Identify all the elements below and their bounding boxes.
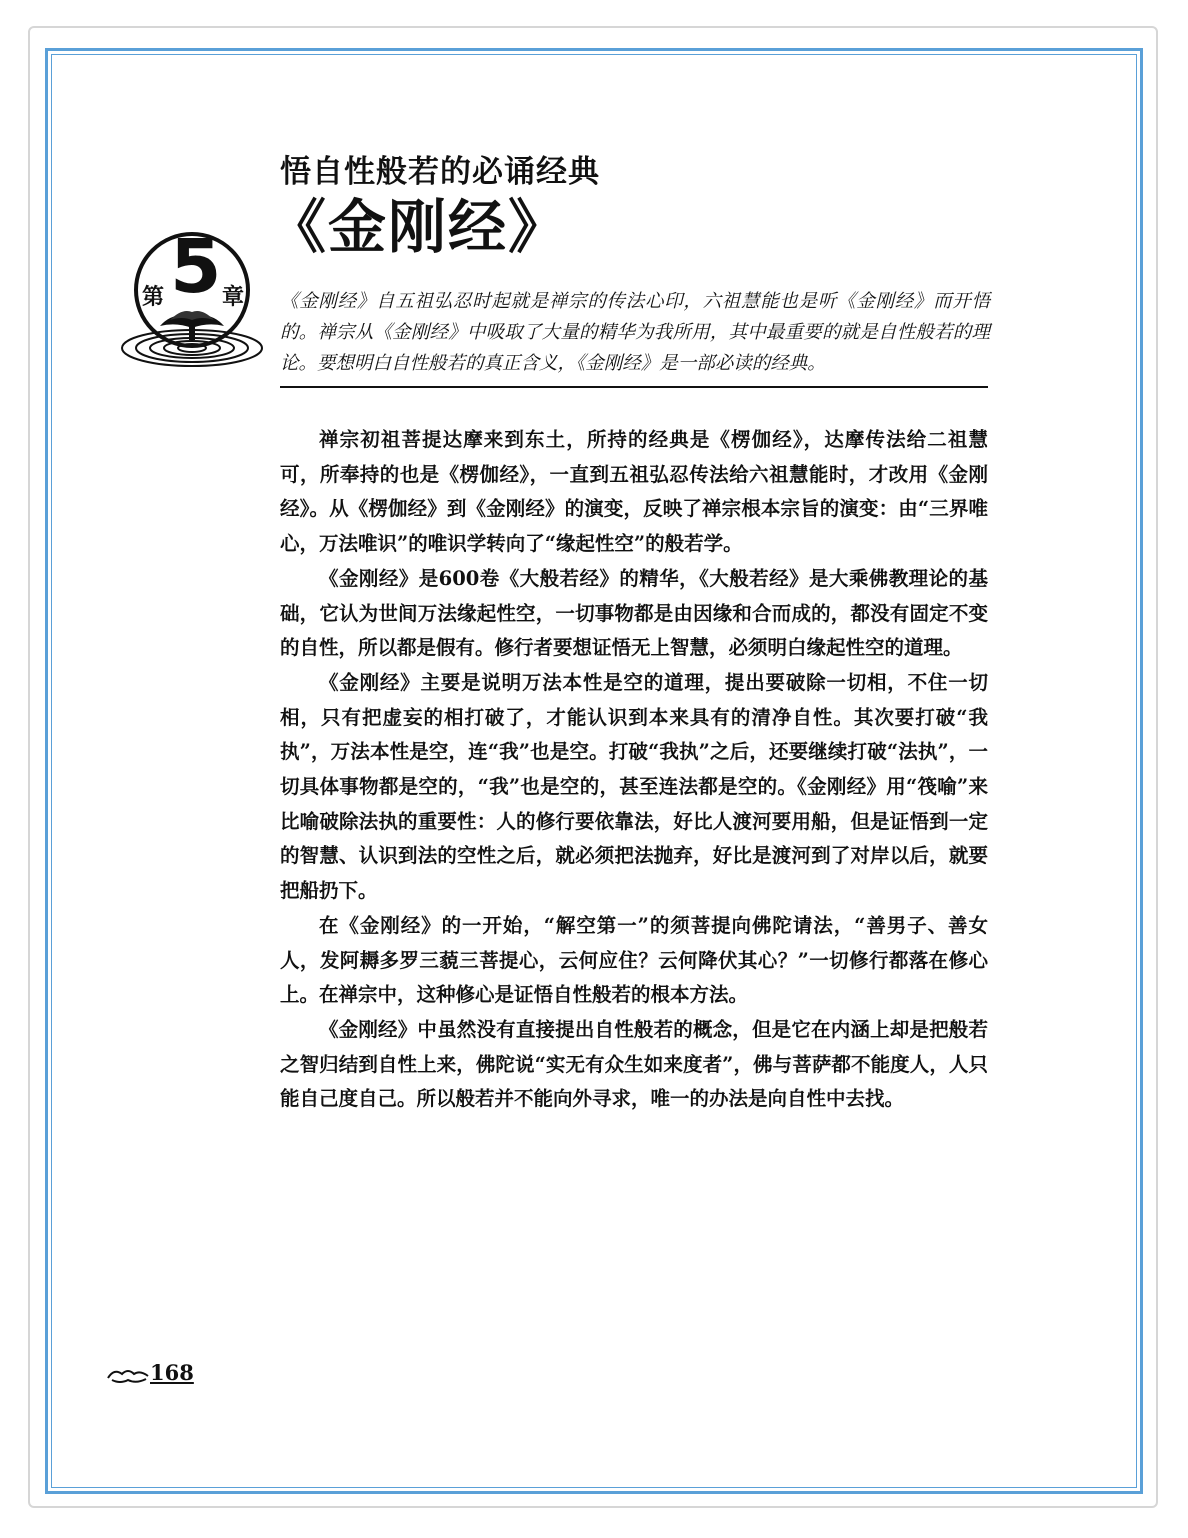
chapter-badge bbox=[112, 224, 272, 388]
paragraph: 在《金刚经》的一开始，“解空第一”的须菩提向佛陀请法，“善男子、善女人，发阿耨多罗三藐三菩提心，云何应住？云何降伏其心？”一切修行都落在修心上。在禅宗中，这种修心是证悟自性般若的根本方法。 bbox=[280, 913, 988, 1007]
paragraph: 《金刚经》是600卷《大般若经》的精华，《大般若经》是大乘佛教理论的基础，它认为世间万法缘起性空，一切事物都是由因缘和合而成的，都没有固定不变的自性，所以都是假有。修行者要想证悟无上智慧，必须明白缘起性空的道理。 bbox=[280, 566, 988, 660]
chapter-number: 5 bbox=[170, 224, 222, 310]
chapter-intro: 《金刚经》自五祖弘忍时起就是禅宗的传法心印，六祖慧能也是听《金刚经》而开悟的。禅宗从《金刚经》中吸取了大量的精华为我所用，其中最重要的就是自性般若的理论。要想明白自性般若的真正含义，《金刚经》是一部必读的经典。 bbox=[280, 291, 990, 374]
chapter-suffix: 章 bbox=[222, 285, 245, 310]
body-text bbox=[280, 423, 988, 1117]
paragraph: 禅宗初祖菩提达摩来到东土，所持的经典是《楞伽经》，达摩传法给二祖慧可，所奉持的也是《楞伽经》，一直到五祖弘忍传法给六祖慧能时，才改用《金刚经》。从《楞伽经》到《金刚经》的演变，反映了禅宗根本宗旨的演变：由“三界唯心，万法唯识”的唯识学转向了“缘起性空”的般若学。 bbox=[280, 428, 988, 556]
chapter-prefix: 第 bbox=[142, 285, 165, 310]
chapter-subtitle: 悟自性般若的必诵经典 bbox=[280, 154, 600, 190]
paragraph: 《金刚经》中虽然没有直接提出自性般若的概念，但是它在内涵上却是把般若之智归结到自性上来，佛陀说“实无有众生如来度者”，佛与菩萨都不能度人，人只能自己度自己。所以般若并不能向外寻求，唯一的办法是向自性中去找。 bbox=[280, 1017, 988, 1111]
intro-divider bbox=[280, 386, 988, 388]
cloud-ornament-icon bbox=[106, 1366, 150, 1386]
paragraph: 《金刚经》主要是说明万法本性是空的道理，提出要破除一切相，不住一切相，只有把虚妄的相打破了，才能认识到本来具有的清净自性。其次要打破“我执”，万法本性是空，连“我”也是空。打破“我执”之后，还要继续打破“法执”，一切具体事物都是空的，“我”也是空的，甚至连法都是空的。《金刚经》用“筏喻”来比喻破除法执的重要性：人的修行要依靠法，好比人渡河要用船，但是证悟到一定的智慧、认识到法的空性之后，就必须把法抛弃，好比是渡河到了对岸以后，就要把船扔下。 bbox=[280, 670, 988, 903]
page-number: 168 bbox=[150, 1360, 194, 1385]
chapter-title: 《金刚经》 bbox=[268, 193, 569, 261]
